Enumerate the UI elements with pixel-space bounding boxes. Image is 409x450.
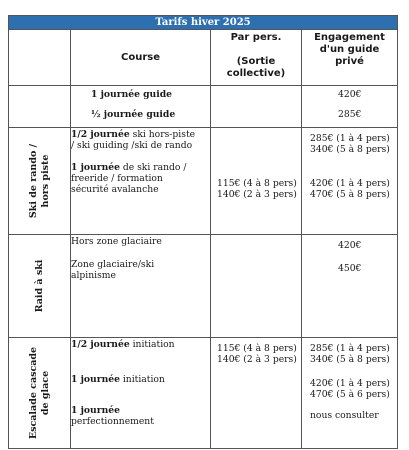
guide-day-price: 420€ xyxy=(338,89,362,100)
guide-collective-cell xyxy=(211,86,302,128)
ski-item2-line3: sécurité avalanche xyxy=(71,184,159,195)
ski-item2-rest: de ski rando / xyxy=(119,162,187,173)
glace-category-cell xyxy=(9,338,71,449)
ski-item1-line2: / ski guiding /ski de rando xyxy=(71,140,193,151)
glace-item2-price: 420€ (1 à 4 pers) xyxy=(310,378,390,389)
ski-collective-price: 115€ (4 à 8 pers) xyxy=(217,178,297,189)
header-course xyxy=(71,30,211,86)
guide-category-cell xyxy=(9,86,71,128)
glace-item2-price: 470€ (5 à 6 pers) xyxy=(310,389,390,400)
raid-item2-line1: Zone glaciaire/ski xyxy=(71,259,155,270)
header-par-pers-line: Par pers. xyxy=(230,32,282,43)
ski-price-cell xyxy=(302,128,398,235)
header-guide-prive-line: privé xyxy=(335,56,364,67)
ski-item1-rest: ski hors-piste xyxy=(129,129,196,140)
glace-collective-cell xyxy=(211,338,302,449)
ski-collective-cell xyxy=(211,128,302,235)
glace-item3-price: nous consulter xyxy=(310,410,379,421)
glace-category-line: de glace xyxy=(39,370,51,416)
raid-price-cell xyxy=(302,235,398,338)
header-guide-prive-line: Engagement xyxy=(314,32,385,43)
ski-category-line: hors piste xyxy=(39,154,51,208)
glace-category-label xyxy=(28,347,52,439)
raid-item1-label: Hors zone glaciaire xyxy=(71,236,162,247)
raid-category-label: Raid à ski xyxy=(33,259,45,313)
glace-item1-bold: 1/2 journée xyxy=(71,339,130,350)
guide-price-cell xyxy=(302,86,398,128)
glace-item1-rest: initiation xyxy=(129,339,175,350)
ski-item2-bold: 1 journée xyxy=(71,162,120,173)
glace-item1-price: 285€ (1 à 4 pers) xyxy=(310,343,390,354)
tarifs-table xyxy=(8,15,398,449)
ski-category-label xyxy=(28,144,52,218)
glace-collective-price: 115€ (4 à 8 pers) xyxy=(217,343,297,354)
glace-item3-line2: perfectionnement xyxy=(71,416,154,427)
ski-item2-price: 470€ (5 à 8 pers) xyxy=(310,189,390,200)
raid-course-cell xyxy=(71,235,211,338)
glace-item1-price: 340€ (5 à 8 pers) xyxy=(310,354,390,365)
table-title: Tarifs hiver 2025 xyxy=(9,16,398,30)
glace-item2-rest: initiation xyxy=(119,374,165,385)
ski-item1-bold: 1/2 journée xyxy=(71,129,130,140)
header-guide-prive xyxy=(302,30,398,86)
glace-price-cell xyxy=(302,338,398,449)
ski-item1-price: 285€ (1 à 4 pers) xyxy=(310,133,390,144)
glace-item3-bold: 1 journée xyxy=(71,405,120,416)
glace-item2-bold: 1 journée xyxy=(71,374,120,385)
header-guide-prive-line: d'un guide xyxy=(319,44,380,55)
header-course-label: Course xyxy=(121,52,160,63)
raid-item2-line2: alpinisme xyxy=(71,270,116,281)
header-par-pers-line: collective) xyxy=(226,68,286,79)
ski-course-cell xyxy=(71,128,211,235)
header-par-pers xyxy=(211,30,302,86)
ski-collective-price: 140€ (2 à 3 pers) xyxy=(217,189,297,200)
raid-category-cell xyxy=(9,235,71,338)
ski-item1-price: 340€ (5 à 8 pers) xyxy=(310,144,390,155)
glace-course-cell xyxy=(71,338,211,449)
raid-item2-price: 450€ xyxy=(338,263,362,274)
ski-category-line: Ski de rando / xyxy=(27,143,39,219)
ski-category-cell xyxy=(9,128,71,235)
header-par-pers-line: (Sortie xyxy=(236,56,276,67)
ski-item2-line2: freeride / formation xyxy=(71,173,163,184)
header-empty-cell xyxy=(9,30,71,86)
glace-category-line: Escalade cascade xyxy=(27,346,39,440)
raid-collective-cell xyxy=(211,235,302,338)
ski-item2-price: 420€ (1 à 4 pers) xyxy=(310,178,390,189)
guide-halfday-price: 285€ xyxy=(338,109,362,120)
glace-collective-price: 140€ (2 à 3 pers) xyxy=(217,354,297,365)
guide-course-cell xyxy=(71,86,211,128)
raid-item1-price: 420€ xyxy=(338,240,362,251)
guide-day-label: 1 journée guide xyxy=(91,89,172,100)
guide-halfday-label: ½ journée guide xyxy=(91,109,176,120)
header-par-pers-line xyxy=(211,44,301,56)
